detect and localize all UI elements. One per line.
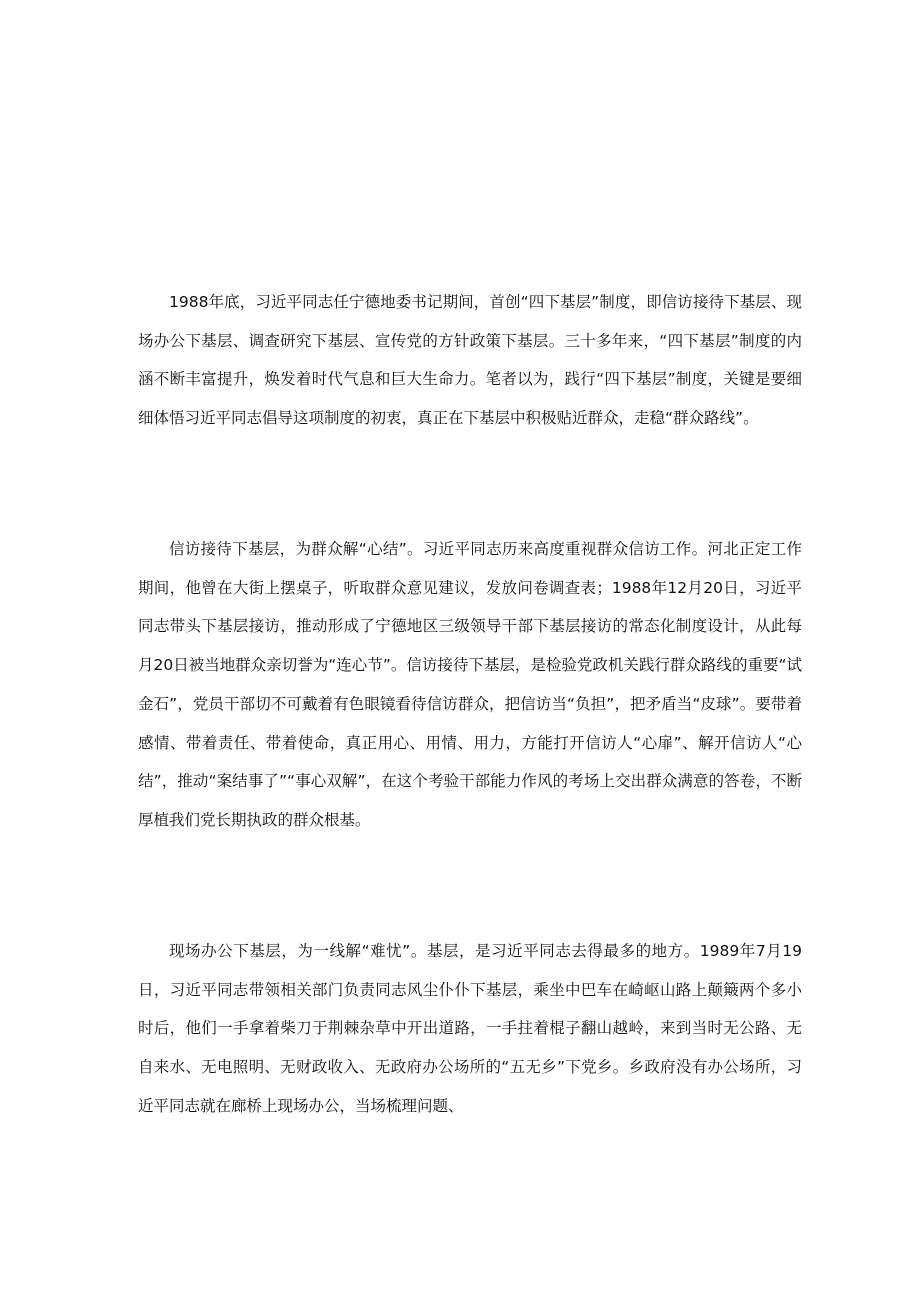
paragraph-petition-reception: 信访接待下基层，为群众解“心结”。习近平同志历来高度重视群众信访工作。河北正定工作期间，他曾在大街上摆桌子，听取群众意见建议，发放问卷调查表；1988年12月20日，习近平同志带头下基层接访，推动形成了宁德地区三级领导干部下基层接访的常态化制度设计，从此每月20日被当地群众亲切誉为“连心节”。信访接待下基层，是检验党政机关践行群众路线的重要“试金石”，党员干部切不可戴着有色眼镜看待信访群众，把信访当“负担”，把矛盾当“皮球”。要带着感情、带着责任、带着使命，真正用心、用情、用力，方能打开信访人“心扉”、解开信访人“心结”，推动“案结事了”“事心双解”，在这个考验干部能力作风的考场上交出群众满意的答卷，不断厚植我们党长期执政的群众根基。 (138, 540, 802, 829)
document-body (138, 283, 802, 1141)
paragraph-intro: 1988年底，习近平同志任宁德地委书记期间，首创“四下基层”制度，即信访接待下基层、现场办公下基层、调查研究下基层、宣传党的方针政策下基层。三十多年来，“四下基层”制度的内涵不断丰富提升，焕发着时代气息和巨大生命力。笔者以为，践行“四下基层”制度，关键是要细细体悟习近平同志倡导这项制度的初衷，真正在下基层中积极贴近群众，走稳“群众路线”。 (138, 293, 802, 428)
paragraph-onsite-office: 现场办公下基层，为一线解“难忧”。基层，是习近平同志去得最多的地方。1989年7月19日，习近平同志带领相关部门负责同志风尘仆仆下基层，乘坐中巴车在崎岖山路上颠簸两个多小时后，他们一手拿着柴刀于荆棘杂草中开出道路，一手拄着棍子翻山越岭，来到当时无公路、无自来水、无电照明、无财政收入、无政府办公场所的“五无乡”下党乡。乡政府没有办公场所，习近平同志就在廊桥上现场办公，当场梳理问题、 (138, 942, 802, 1115)
